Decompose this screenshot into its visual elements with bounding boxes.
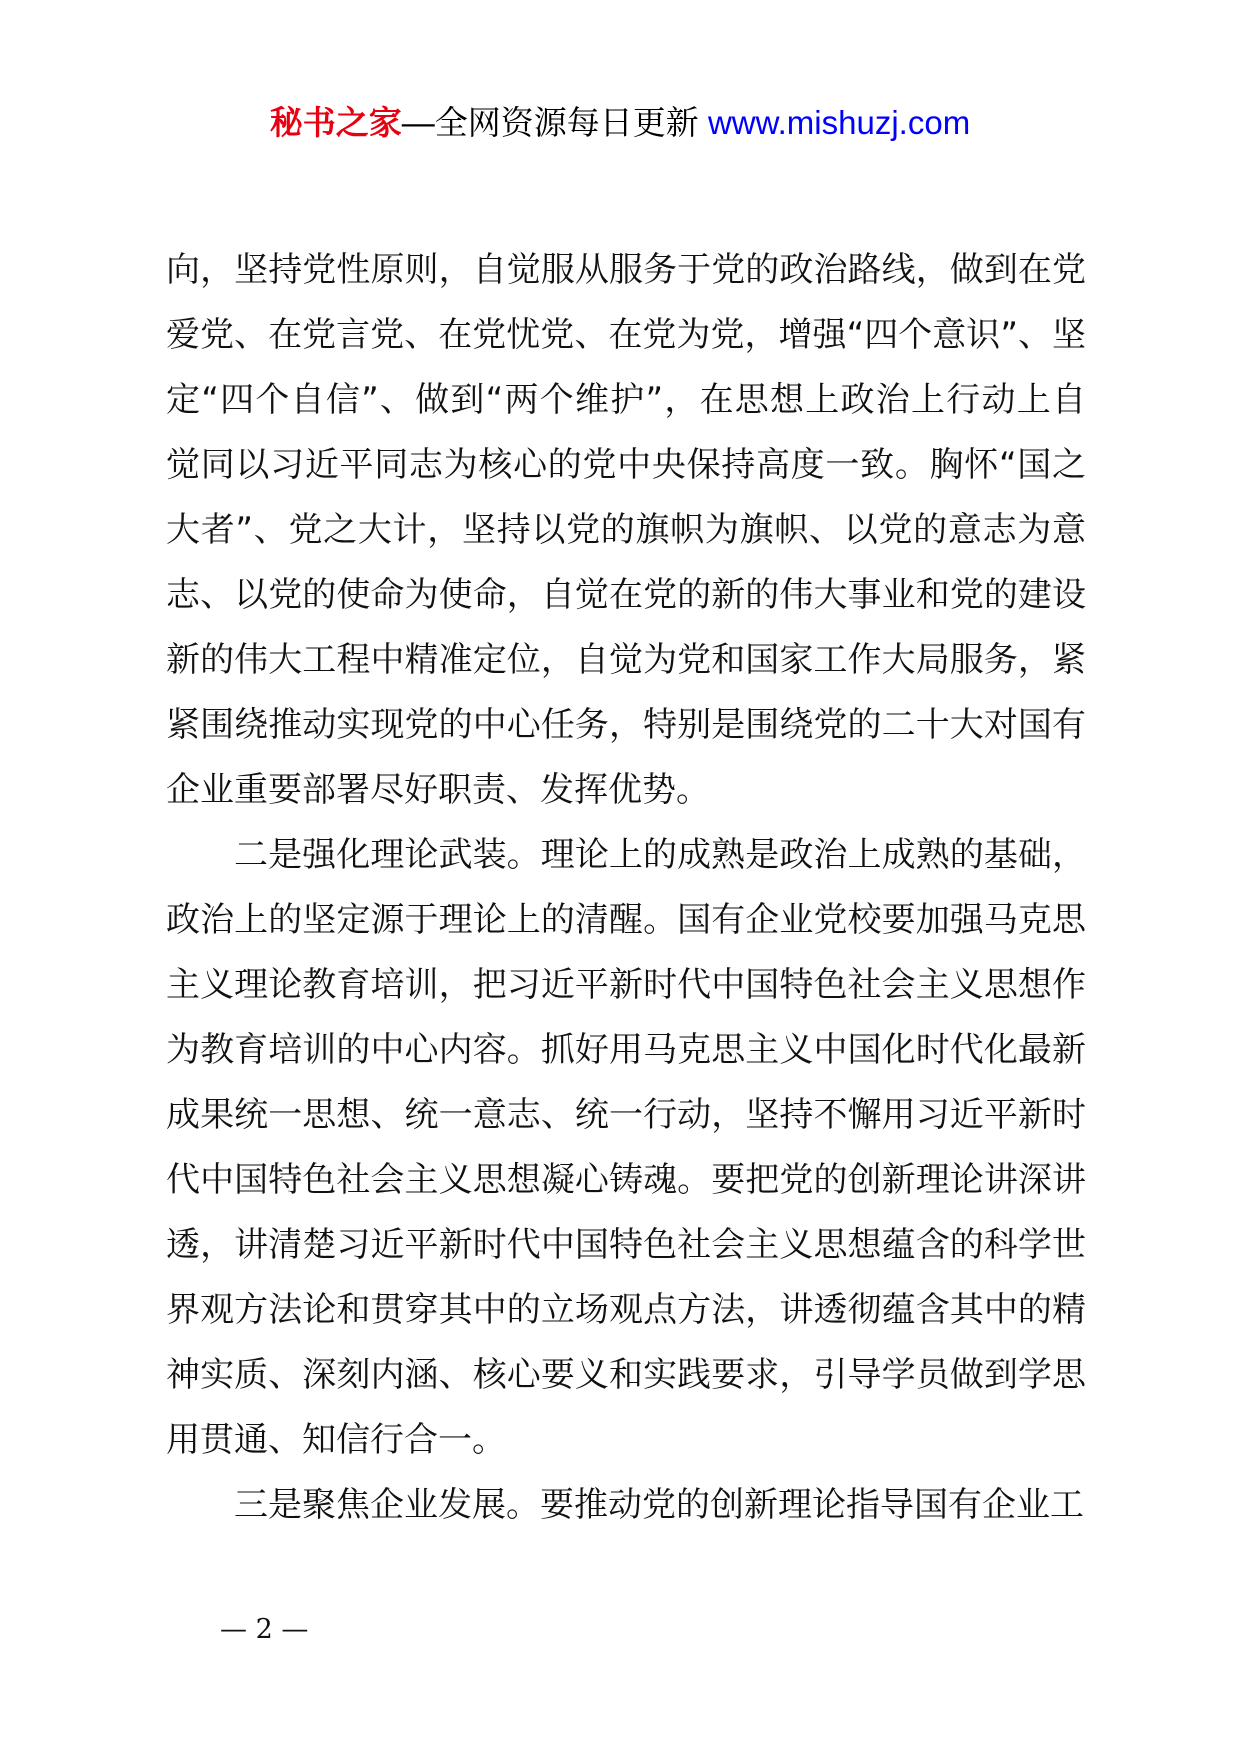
site-header bbox=[0, 98, 1240, 148]
site-url-link[interactable]: www.mishuzj.com bbox=[707, 104, 971, 141]
page-number: — 2 — bbox=[220, 1614, 309, 1645]
paragraph-theory: 二是强化理论武装。理论上的成熟是政治上成熟的基础，政治上的坚定源于理论上的清醒。国有企业党校要加强马克思主义理论教育培训，把习近平新时代中国特色社会主义思想作为教育培训的中心内容。抓好用马克思主义中国化时代化最新成果统一思想、统一意志、统一行动，坚持不懈用习近平新时代中国特色社会主义思想凝心铸魂。要把党的创新理论讲深讲透，讲清楚习近平新时代中国特色社会主义思想蕴含的科学世界观方法论和贯穿其中的立场观点方法，讲透彻蕴含其中的精神实质、深刻内涵、核心要义和实践要求，引导学员做到学思用贯通、知信行合一。 bbox=[166, 835, 1086, 1460]
paragraph-development: 三是聚焦企业发展。要推动党的创新理论指导国有企业工 bbox=[234, 1485, 1084, 1525]
brand-name: 秘书之家 bbox=[269, 104, 402, 141]
header-tagline: —全网资源每日更新 bbox=[401, 104, 708, 141]
document-body bbox=[166, 238, 1086, 1538]
paragraph-continuation: 向，坚持党性原则，自觉服从服务于党的政治路线，做到在党爱党、在党言党、在党忧党、在党为党，增强“四个意识”、坚定“四个自信”、做到“两个维护”，在思想上政治上行动上自觉同以习近平同志为核心的党中央保持高度一致。胸怀“国之大者”、党之大计，坚持以党的旗帜为旗帜、以党的意志为意志、以党的使命为使命，自觉在党的新的伟大事业和党的建设新的伟大工程中精准定位，自觉为党和国家工作大局服务，紧紧围绕推动实现党的中心任务，特别是围绕党的二十大对国有企业重要部署尽好职责、发挥优势。 bbox=[166, 250, 1086, 810]
